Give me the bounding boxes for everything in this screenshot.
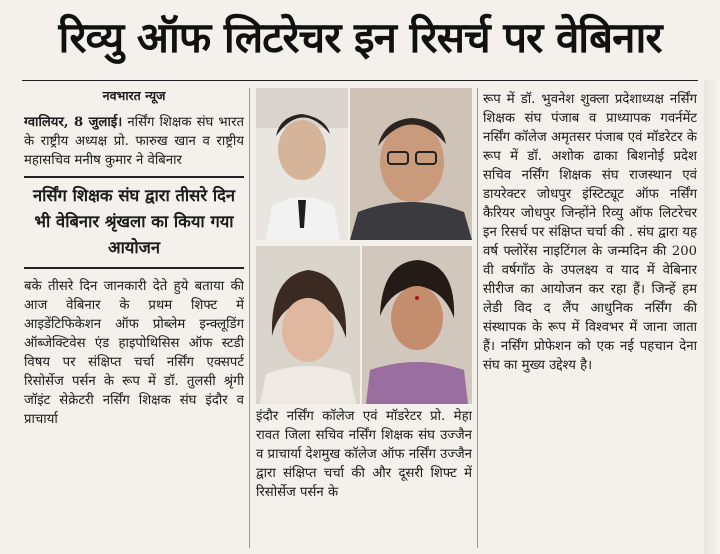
photo-man-2 — [350, 88, 472, 240]
byline: नवभारत न्यूज — [102, 88, 166, 103]
headline: रिव्यु ऑफ लिटरेचर इन रिसर्च पर वेबिनार — [58, 13, 662, 62]
column-2-body: इंदौर नर्सिंग कॉलेज एवं मॉडरेटर प्रो. मेहा रावत जिला सचिव नर्सिंग शिक्षक संघ उज्जैन व प्राचार्या देशमुख कॉलेज ऑफ नर्सिंग उज्जैन द्वारा संक्षिप्त चर्चा की और दूसरी शिफ्ट में रिसोर्सेज पर्सन के — [256, 409, 472, 500]
photo-man-1 — [256, 88, 348, 240]
column-divider-2 — [477, 88, 478, 548]
column-divider-1 — [249, 88, 250, 548]
lead-paragraph — [24, 113, 244, 170]
subheadline: नर्सिंग शिक्षक संघ द्वारा तीसरे दिन भी वेबिनार श्रृंखला का किया गया आयोजन — [24, 176, 244, 269]
photo-woman-2 — [362, 246, 472, 404]
column-3-body: रूप में डॉ. भुवनेश शुक्ला प्रदेशाध्यक्ष नर्सिंग शिक्षक संघ पंजाब व प्राध्यापक गवर्नमेंट नर्सिंग कॉलेज अमृतसर पंजाब एवं मॉडरेटर के रूप में डॉ. अशोक ढाका बिशनोई प्रदेश सचिव नर्सिंग शिक्षक संघ राजस्थान एवं डायरेक्टर जोधपुर इंस्टिट्यूट ऑफ नर्सिंग कैरियर जोधपुर जिन्होंने रिव्यु ऑफ लिटरेचर इन रिसर्च पर संक्षिप्त चर्चा की . संघ द्वारा यह वर्ष फ्लोरेंस नाइटिंगल के जन्मदिन की 200 वी वर्षगाँठ के उपलक्ष्य व याद में वेबिनार सीरीज का आयोजन कर रहा हैं। जिन्हें हम लेडी विद द लैंप आधुनिक नर्सिंग की संस्थापक के रूप में विश्वभर में जाना जाता हैं। नर्सिंग प्रोफेशन को एक नई पहचान देना संघ का मुख्य उद्देश्य है। — [483, 92, 697, 373]
photo-woman-1 — [256, 246, 360, 404]
column-3 — [483, 90, 697, 554]
column-2 — [256, 407, 472, 554]
page-edge — [704, 80, 720, 554]
headline-rule — [22, 80, 698, 81]
column-1-body: बके तीसरे दिन जानकारी देते हुये बताया की आज वेबिनार के प्रथम शिफ्ट में आइडेंटिफिकेशन ऑफ प्रोब्लेम इन्क्लूडिंग ऑब्जेक्टिवेस एंड हाइपोथिसिस ऑफ स्टडी विषय पर संक्षिप्त चर्चा नर्सिंग एक्सपर्ट रिसोर्सेज पर्सन के रूप में डॉ. तुलसी श्रृंगी जॉइंट सेक्रेटरी नर्सिंग शिक्षक संघ इंदौर व प्राचार्या — [24, 279, 244, 427]
column-1 — [24, 86, 244, 554]
lead-text: नर्सिंग शिक्षक संघ भारत के राष्ट्रीय अध्यक्ष प्रो. फारुख खान व राष्ट्रीय महासचिव मनीष कुमार ने वेबिनार — [24, 115, 244, 168]
dateline: ग्वालियर, 8 जुलाई। — [24, 115, 123, 130]
